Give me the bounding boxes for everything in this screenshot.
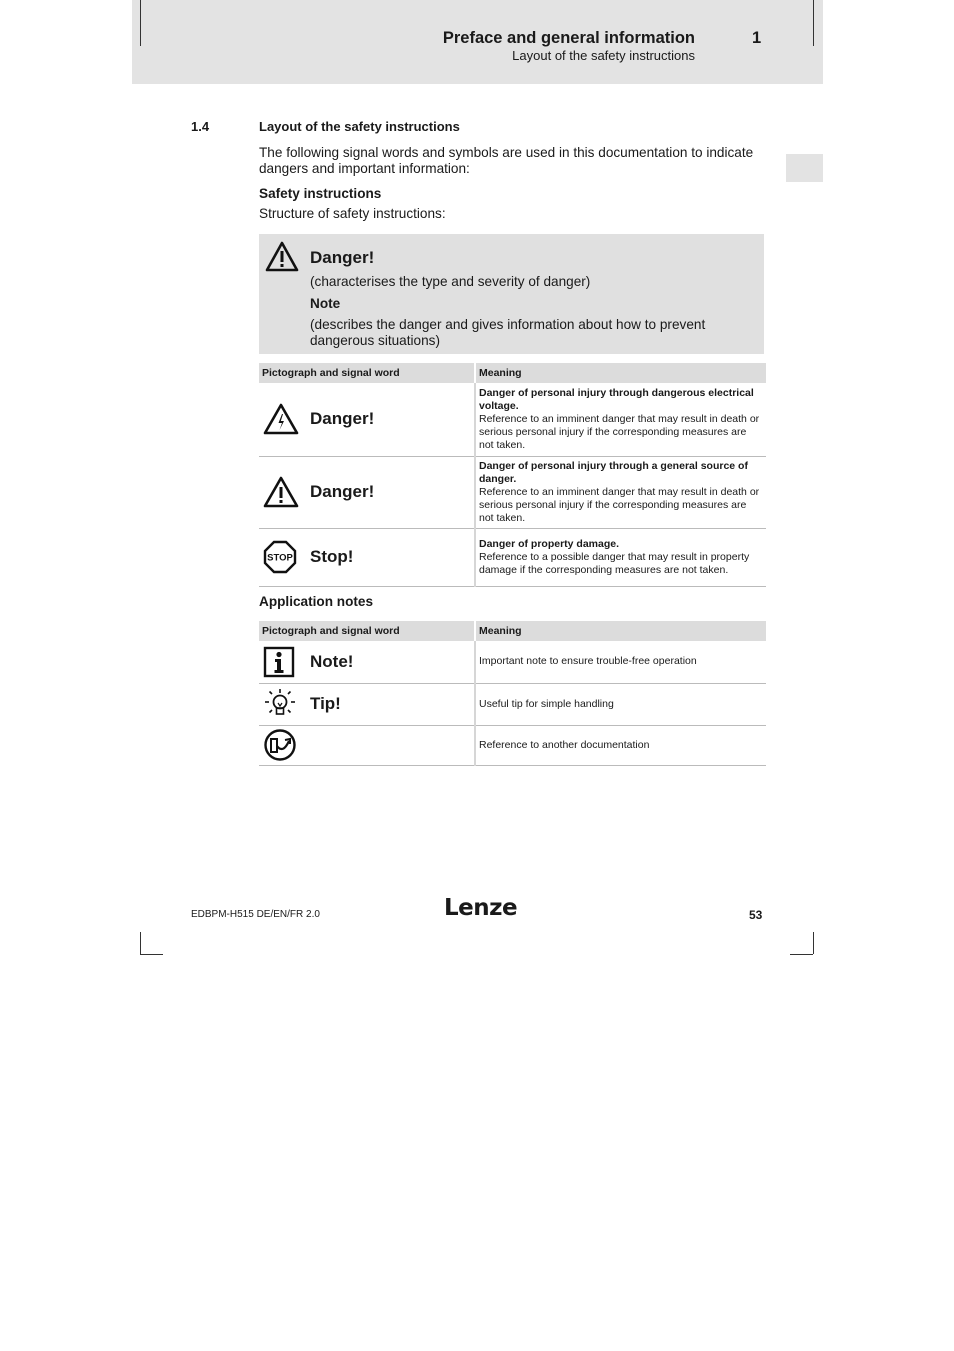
safety-heading: Safety instructions	[259, 186, 382, 201]
warning-triangle-icon	[265, 241, 299, 278]
crop-mark	[140, 932, 141, 954]
safety-structure-box	[259, 234, 764, 354]
box-line1: (characterises the type and severity of danger)	[310, 274, 591, 289]
signal-word: Stop!	[310, 547, 354, 566]
meaning-bold: Danger of personal injury through a general source of danger.	[479, 459, 748, 485]
chapter-tab	[786, 154, 823, 182]
structure-label: Structure of safety instructions:	[259, 206, 446, 221]
info-icon	[259, 646, 310, 678]
crop-mark	[140, 0, 141, 46]
signal-word: Tip!	[310, 694, 341, 713]
meaning-text: Useful tip for simple handling	[479, 697, 614, 710]
table-row	[259, 383, 766, 456]
signal-word: Danger!	[310, 409, 375, 429]
meaning-text: Important note to ensure trouble-free operation	[479, 655, 697, 668]
lenze-logo: Lenze	[444, 895, 518, 921]
meaning-text: Reference to another documentation	[479, 738, 650, 751]
crop-mark	[813, 0, 814, 46]
electrical-danger-icon	[259, 403, 310, 436]
meaning-text: Reference to an imminent danger that may result in death or serious personal injury if the corresponding measures are not taken.	[479, 485, 760, 524]
box-line2: (describes the danger and gives information about how to prevent dangerous situations)	[310, 317, 706, 348]
intro-paragraph: The following signal words and symbols are used in this documentation to indicate dangers and important information:	[259, 145, 754, 176]
stop-icon-text: STOP	[267, 552, 293, 564]
crop-mark	[140, 954, 163, 955]
meaning-text: Reference to a possible danger that may result in property damage if the corresponding measures are not taken.	[479, 550, 750, 576]
column-header: Pictograph and signal word	[259, 363, 475, 383]
lightbulb-icon	[259, 687, 310, 721]
header-subtitle: Layout of the safety instructions	[512, 48, 695, 63]
crop-mark	[790, 954, 813, 955]
meaning-bold: Danger of property damage.	[479, 537, 620, 550]
table-row	[259, 683, 766, 725]
signal-word: Danger!	[310, 482, 375, 501]
safety-table	[259, 363, 766, 587]
signal-word: Note!	[310, 651, 354, 671]
box-note-label: Note	[310, 296, 341, 311]
column-header: Pictograph and signal word	[259, 621, 475, 641]
document-code: EDBPM-H515 DE/EN/FR 2.0	[191, 909, 320, 920]
reference-icon	[259, 728, 310, 762]
section-number: 1.4	[191, 119, 210, 134]
table-row	[259, 456, 766, 528]
meaning-bold: Danger of personal injury through dangerous electrical voltage.	[479, 386, 754, 412]
box-title: Danger!	[310, 248, 375, 267]
general-danger-icon	[259, 476, 310, 509]
header-title: Preface and general information	[442, 29, 695, 47]
table-row	[259, 725, 766, 765]
column-header: Meaning	[475, 621, 766, 641]
stop-icon	[259, 540, 310, 574]
table-row	[259, 641, 766, 683]
table-row	[259, 528, 766, 586]
application-table	[259, 621, 766, 766]
page-number: 53	[749, 908, 763, 922]
crop-mark	[813, 932, 814, 954]
section-title: Layout of the safety instructions	[259, 119, 460, 134]
meaning-text: Reference to an imminent danger that may result in death or serious personal injury if the corresponding measures are not taken.	[479, 412, 760, 451]
application-heading: Application notes	[259, 594, 374, 609]
column-header: Meaning	[475, 363, 766, 383]
chapter-number: 1	[752, 29, 762, 47]
